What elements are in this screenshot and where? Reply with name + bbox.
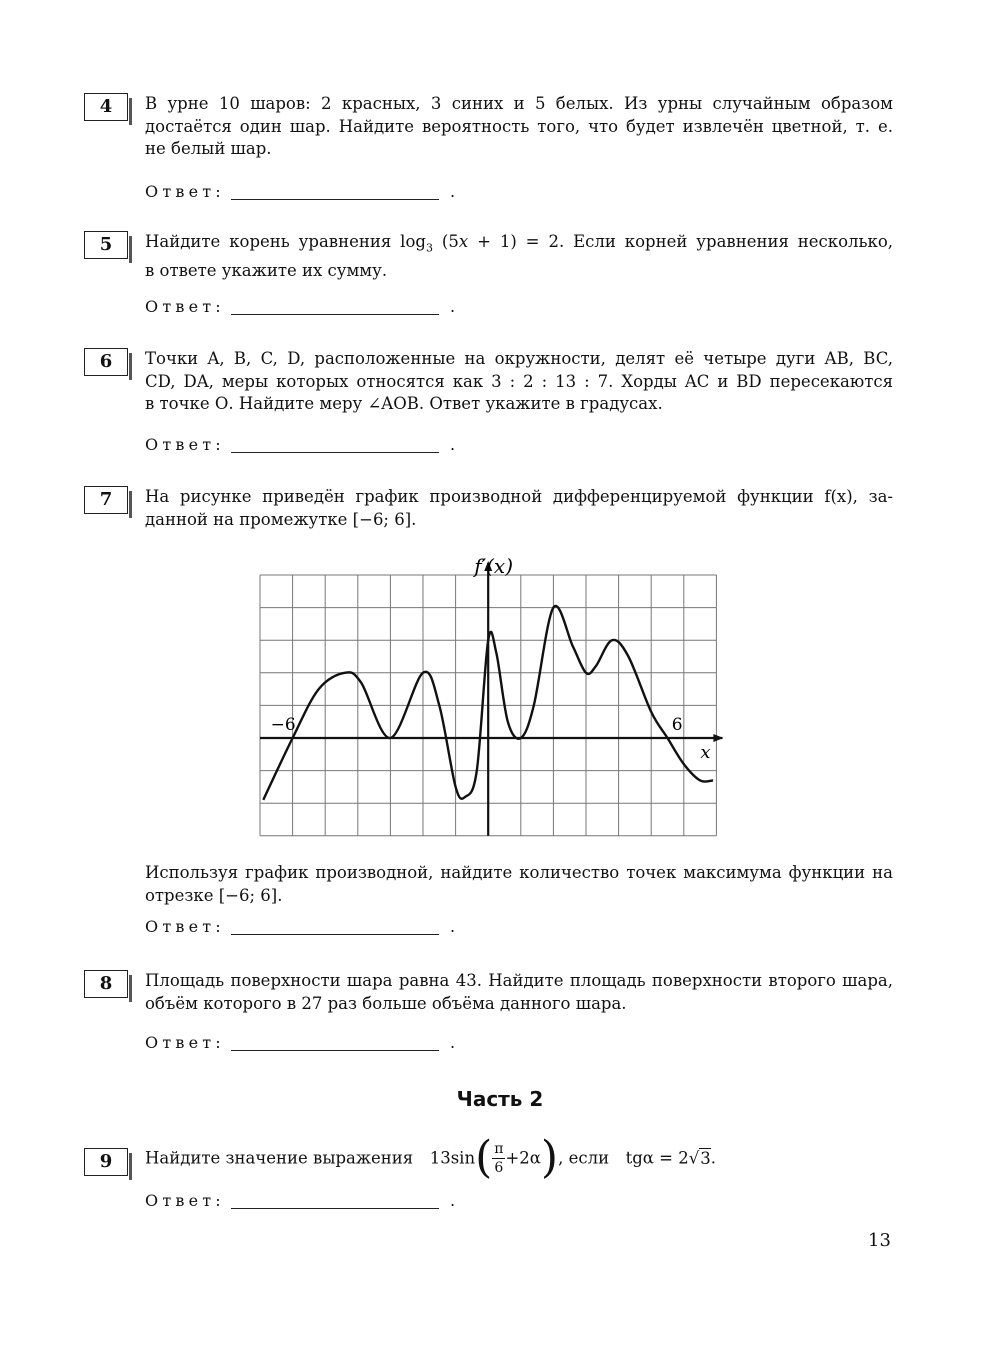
frac-denominator: 6	[494, 1159, 504, 1176]
fraction-pi-6	[492, 1140, 505, 1177]
variable: x	[458, 232, 469, 251]
task-number: 7	[84, 486, 128, 514]
text-fragment: .	[710, 1148, 716, 1168]
answer-label: Ответ:	[145, 435, 225, 454]
task-text-line: Площадь поверхности шара равна 43. Найдите площадь поверхности второго шара,	[145, 971, 893, 990]
x-axis-label: x	[700, 742, 711, 763]
task-text-line: достаётся один шар. Найдите вероятность того, что будет извлечён цветной, т. е.	[145, 116, 893, 136]
answer-label: Ответ:	[145, 297, 225, 316]
answer-field[interactable]	[145, 297, 456, 316]
task-text-line: Используя график производной, найдите количество точек максимума функции на	[145, 863, 893, 882]
task-text-line	[145, 231, 893, 260]
right-paren: )	[540, 1132, 559, 1183]
answer-label: Ответ:	[145, 1191, 225, 1210]
task-text	[145, 862, 893, 907]
page-number: 13	[868, 1230, 891, 1251]
axes	[260, 561, 723, 836]
answer-field[interactable]	[145, 1033, 456, 1052]
part-heading: Часть 2	[456, 1087, 544, 1111]
task-text-line: На рисунке приведён график производной дифференцируемой функции f(x), за-	[145, 487, 893, 506]
answer-field[interactable]	[145, 1191, 456, 1210]
task-number: 5	[84, 231, 128, 259]
task-text-line: данной на промежутке [−6; 6].	[145, 509, 417, 529]
answer-field[interactable]	[145, 917, 456, 936]
task-number: 8	[84, 970, 128, 998]
task-text	[145, 348, 893, 416]
condition: tgα = 2	[625, 1148, 689, 1168]
answer-line[interactable]	[231, 1208, 439, 1209]
derivative-graph	[250, 550, 730, 845]
task-text	[145, 231, 893, 282]
answer-dot: .	[450, 917, 456, 936]
text-fragment: Найдите корень уравнения log	[145, 232, 426, 251]
answer-line[interactable]	[231, 1050, 439, 1051]
text-fragment: (5	[432, 232, 459, 251]
answer-dot: .	[450, 435, 456, 454]
answer-dot: .	[450, 1191, 456, 1210]
answer-dot: .	[450, 182, 456, 201]
task-text-line: Точки A, B, C, D, расположенные на окружности, делят её четыре дуги AB, BC,	[145, 349, 893, 368]
math-term: +2α	[505, 1148, 541, 1168]
answer-line[interactable]	[231, 452, 439, 453]
task-text-line: в точке О. Найдите меру ∠AOB. Ответ укажите в градусах.	[145, 394, 663, 413]
answer-line[interactable]	[231, 314, 439, 315]
task-text-line: отрезке [−6; 6].	[145, 885, 283, 905]
task-text-line: объём которого в 27 раз больше объёма данного шара.	[145, 993, 627, 1013]
answer-line[interactable]	[231, 199, 439, 200]
task-number: 4	[84, 93, 128, 121]
answer-field[interactable]	[145, 435, 456, 454]
answer-label: Ответ:	[145, 917, 225, 936]
answer-label: Ответ:	[145, 1033, 225, 1052]
task-text-line: CD, DA, меры которых относятся как 3 : 2 : 13 : 7. Хорды AC и BD пересекаются	[145, 371, 893, 391]
text-fragment: , если	[558, 1148, 610, 1168]
text-fragment: + 1) = 2. Если корней уравнения несколько,	[468, 232, 893, 251]
left-paren: (	[475, 1132, 493, 1183]
sqrt-radicand: 3	[700, 1148, 711, 1168]
tick-label-6: 6	[671, 715, 683, 735]
math-coef: 13sin	[429, 1148, 476, 1168]
task-text-line: не белый шар.	[145, 139, 272, 158]
text-fragment: Найдите значение выражения	[145, 1148, 414, 1168]
x-axis-arrow	[713, 734, 723, 742]
task-text-line: В урне 10 шаров: 2 красных, 3 синих и 5 белых. Из урны случайным образом	[145, 94, 893, 113]
task-text	[145, 1132, 716, 1183]
log-base: 3	[425, 241, 433, 255]
answer-dot: .	[450, 1033, 456, 1052]
task-number: 9	[84, 1148, 128, 1176]
y-axis-label: f′(x)	[474, 554, 514, 578]
answer-dot: .	[450, 297, 456, 316]
tick-label-neg6: −6	[270, 715, 296, 735]
answer-field[interactable]	[145, 182, 456, 201]
frac-numerator: π	[494, 1140, 504, 1157]
answer-label: Ответ:	[145, 182, 225, 201]
task-text	[145, 486, 893, 531]
sqrt-sign: √	[688, 1148, 700, 1168]
answer-line[interactable]	[231, 934, 439, 935]
task-text-line: в ответе укажите их сумму.	[145, 260, 388, 280]
task-text	[145, 93, 893, 161]
task-text	[145, 970, 893, 1015]
task-number: 6	[84, 348, 128, 376]
